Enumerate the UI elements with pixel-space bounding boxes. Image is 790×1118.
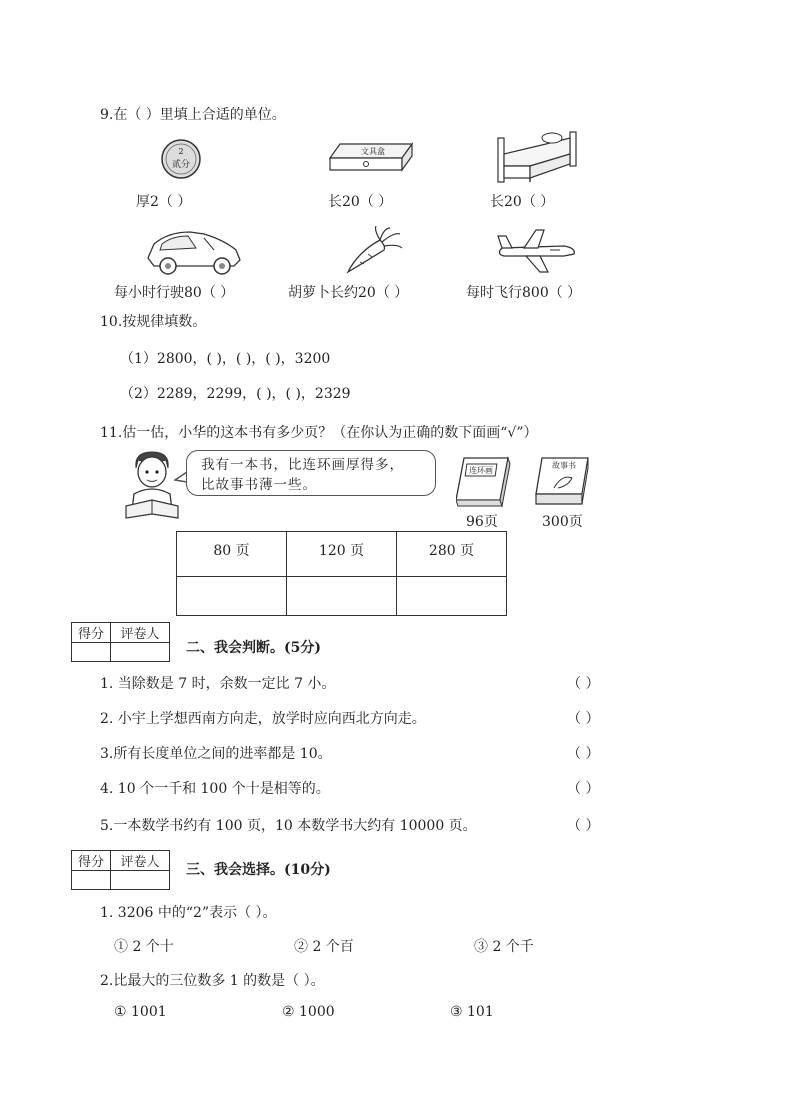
story-book-title: 故事书 xyxy=(552,461,576,470)
comic-book-pages: 96页 xyxy=(466,514,498,530)
judge-bracket-1[interactable]: （ ） xyxy=(567,676,600,692)
story-book-image xyxy=(534,456,592,510)
judge-item-4: 4. 10 个一千和 100 个十是相等的。 xyxy=(100,781,330,797)
q9-label-carrot: 胡萝卜长约20（ ） xyxy=(288,285,409,301)
judge-bracket-3[interactable]: （ ） xyxy=(567,746,600,762)
choice-q1-option-b[interactable]: ② 2 个百 xyxy=(294,939,354,955)
score-box-section2 xyxy=(71,622,170,662)
comic-book-image xyxy=(456,456,514,510)
score-cell[interactable] xyxy=(72,871,111,890)
q9-label-car: 每小时行驶80（ ） xyxy=(114,285,235,301)
q10-line2: （2）2289，2299，( )，( )，2329 xyxy=(120,386,351,402)
judge-item-5: 5.一本数学书约有 100 页，10 本数学书大约有 10000 页。 xyxy=(100,818,477,834)
answer-cell-80[interactable] xyxy=(177,577,287,616)
bed-image xyxy=(494,124,582,184)
grader-cell[interactable] xyxy=(111,643,170,662)
q11-title: 11.估一估，小华的这本书有多少页？（在你认为正确的数下面画“√”） xyxy=(100,425,538,441)
option-80-pages: 80 页 xyxy=(177,532,287,577)
boy-reading-image xyxy=(122,448,182,522)
q10-line1: （1）2800，( )，( )，( )，3200 xyxy=(120,351,331,367)
choice-q1-option-a[interactable]: ① 2 个十 xyxy=(114,939,174,955)
judge-bracket-2[interactable]: （ ） xyxy=(567,711,600,727)
section3-title: 三、我会选择。(10分) xyxy=(186,862,331,878)
choice-q2: 2.比最大的三位数多 1 的数是（ ）。 xyxy=(100,973,325,989)
judge-item-2: 2. 小宇上学想西南方向走，放学时应向西北方向走。 xyxy=(100,711,426,727)
speech-bubble xyxy=(186,450,436,496)
pencil-box-image xyxy=(328,140,414,174)
answer-cell-120[interactable] xyxy=(287,577,397,616)
choice-q2-option-c[interactable]: ③ 101 xyxy=(450,1004,494,1020)
choice-q1: 1. 3206 中的“2”表示（ ）。 xyxy=(100,905,277,921)
judge-item-3: 3.所有长度单位之间的进率都是 10。 xyxy=(100,746,332,762)
choice-q1-option-c[interactable]: ③ 2 个千 xyxy=(474,939,534,955)
coin-text: 贰分 xyxy=(171,160,191,170)
page-options-table xyxy=(176,531,507,616)
carrot-image xyxy=(340,226,404,276)
speech-line-1: 我有一本书，比连环画厚得多， xyxy=(201,457,404,473)
grader-label: 评卷人 xyxy=(111,851,170,871)
grader-cell[interactable] xyxy=(111,871,170,890)
q9-label-bed: 长20（ ） xyxy=(490,194,555,210)
judge-bracket-4[interactable]: （ ） xyxy=(567,781,600,797)
option-280-pages: 280 页 xyxy=(397,532,507,577)
pencil-box-text: 文具盒 xyxy=(361,147,385,156)
speech-line-2: 比故事书薄一些。 xyxy=(201,477,317,493)
airplane-image xyxy=(494,228,578,274)
judge-bracket-5[interactable]: （ ） xyxy=(567,818,600,834)
answer-cell-280[interactable] xyxy=(397,577,507,616)
q10-title: 10.按规律填数。 xyxy=(100,314,207,330)
car-image xyxy=(144,226,244,276)
coin-image xyxy=(160,138,202,180)
choice-q2-option-b[interactable]: ② 1000 xyxy=(282,1004,335,1020)
score-box-section3 xyxy=(71,850,170,890)
q9-label-pencil-box: 长20（ ） xyxy=(328,194,393,210)
score-label: 得分 xyxy=(72,851,111,871)
score-label: 得分 xyxy=(72,623,111,643)
judge-item-1: 1. 当除数是 7 时，余数一定比 7 小。 xyxy=(100,676,336,692)
q9-label-airplane: 每时飞行800（ ） xyxy=(466,285,582,301)
choice-q2-option-a[interactable]: ① 1001 xyxy=(114,1004,167,1020)
section2-title: 二、我会判断。(5分) xyxy=(186,640,321,656)
story-book-pages: 300页 xyxy=(542,514,583,530)
grader-label: 评卷人 xyxy=(111,623,170,643)
score-cell[interactable] xyxy=(72,643,111,662)
option-120-pages: 120 页 xyxy=(287,532,397,577)
comic-book-title: 连环画 xyxy=(469,466,493,475)
q9-title: 9.在（ ）里填上合适的单位。 xyxy=(100,107,286,123)
q9-label-coin: 厚2（ ） xyxy=(136,194,192,210)
coin-number: 2 xyxy=(178,147,184,156)
